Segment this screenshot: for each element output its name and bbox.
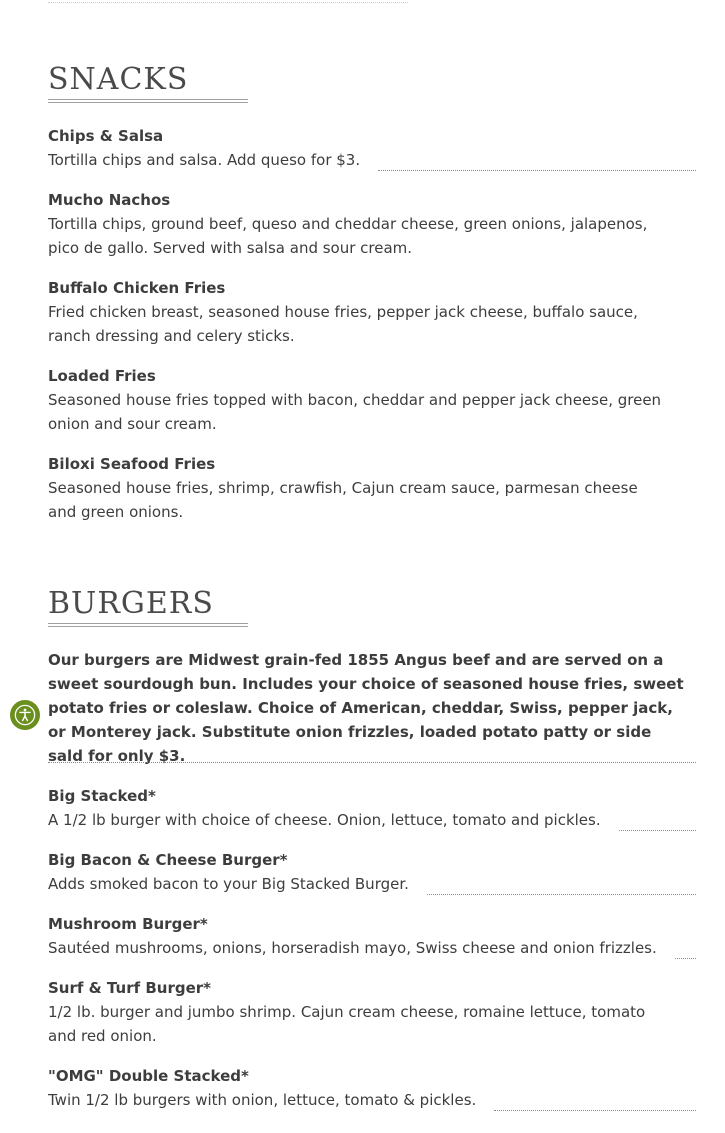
item-description: 1/2 lb. burger and jumbo shrimp. Cajun cream cheese, romaine lettuce, tomato and red onion.	[48, 1003, 646, 1045]
item-description: A 1/2 lb burger with choice of cheese. Onion, lettuce, tomato and pickles.	[48, 811, 601, 829]
item-description: Twin 1/2 lb burgers with onion, lettuce, tomato & pickles.	[48, 1091, 477, 1109]
menu-item-biloxi-seafood-fries	[48, 452, 696, 524]
item-name: Loaded Fries	[48, 367, 156, 385]
title-underline	[48, 623, 248, 627]
item-name: Big Bacon & Cheese Burger*	[48, 851, 288, 869]
item-description: Seasoned house fries topped with bacon, cheddar and pepper jack cheese, green onion and sour cream.	[48, 391, 662, 433]
item-description: Adds smoked bacon to your Big Stacked Burger.	[48, 875, 409, 893]
menu-item-mushroom-burger	[48, 912, 696, 960]
menu-item-big-bacon-cheese-burger	[48, 848, 696, 896]
dotted-leader	[619, 820, 696, 831]
title-underline	[48, 99, 248, 103]
section-divider	[48, 762, 696, 763]
cut-off-previous-item	[48, 0, 408, 3]
burgers-intro: Our burgers are Midwest grain-fed 1855 Angus beef and are served on a sweet sourdough bun. Includes your choice of seasoned house fries, sweet potato fries or coleslaw. Choice of American, cheddar, Swiss, pepper jack, or Monterey jack. Substitute onion frizzles, loaded potato patty or side sald for only $3.	[48, 651, 684, 765]
item-name: Big Stacked*	[48, 787, 156, 805]
item-name: Chips & Salsa	[48, 127, 164, 145]
dotted-leader	[427, 884, 696, 895]
menu-item-chips-salsa	[48, 124, 696, 172]
dotted-leader	[494, 1100, 696, 1111]
item-name: Surf & Turf Burger*	[48, 979, 212, 997]
menu-item-mucho-nachos	[48, 188, 696, 260]
menu-item-surf-turf-burger	[48, 976, 696, 1048]
section-title-snacks: SNACKS	[48, 62, 189, 97]
item-description: Seasoned house fries, shrimp, crawfish, Cajun cream sauce, parmesan cheese and green onions.	[48, 479, 638, 521]
item-description: Tortilla chips, ground beef, queso and cheddar cheese, green onions, jalapenos, pico de gallo. Served with salsa and sour cream.	[48, 215, 648, 257]
item-description: Fried chicken breast, seasoned house fries, pepper jack cheese, buffalo sauce, ranch dressing and celery sticks.	[48, 303, 638, 345]
item-name: "OMG" Double Stacked*	[48, 1067, 249, 1085]
item-description: Tortilla chips and salsa. Add queso for $3.	[48, 151, 361, 169]
item-description: Sautéed mushrooms, onions, horseradish mayo, Swiss cheese and onion frizzles.	[48, 939, 657, 957]
menu-item-big-stacked	[48, 784, 696, 832]
item-name: Mushroom Burger*	[48, 915, 208, 933]
dotted-leader	[378, 160, 696, 171]
menu-item-buffalo-chicken-fries	[48, 276, 696, 348]
menu-item-omg-double-stacked	[48, 1064, 696, 1112]
item-name: Mucho Nachos	[48, 191, 171, 209]
item-name: Buffalo Chicken Fries	[48, 279, 226, 297]
menu-item-loaded-fries	[48, 364, 696, 436]
section-title-burgers: BURGERS	[48, 586, 214, 621]
accessibility-button[interactable]	[10, 700, 40, 730]
dotted-leader	[675, 948, 696, 959]
accessibility-icon	[14, 704, 36, 726]
item-name: Biloxi Seafood Fries	[48, 455, 216, 473]
